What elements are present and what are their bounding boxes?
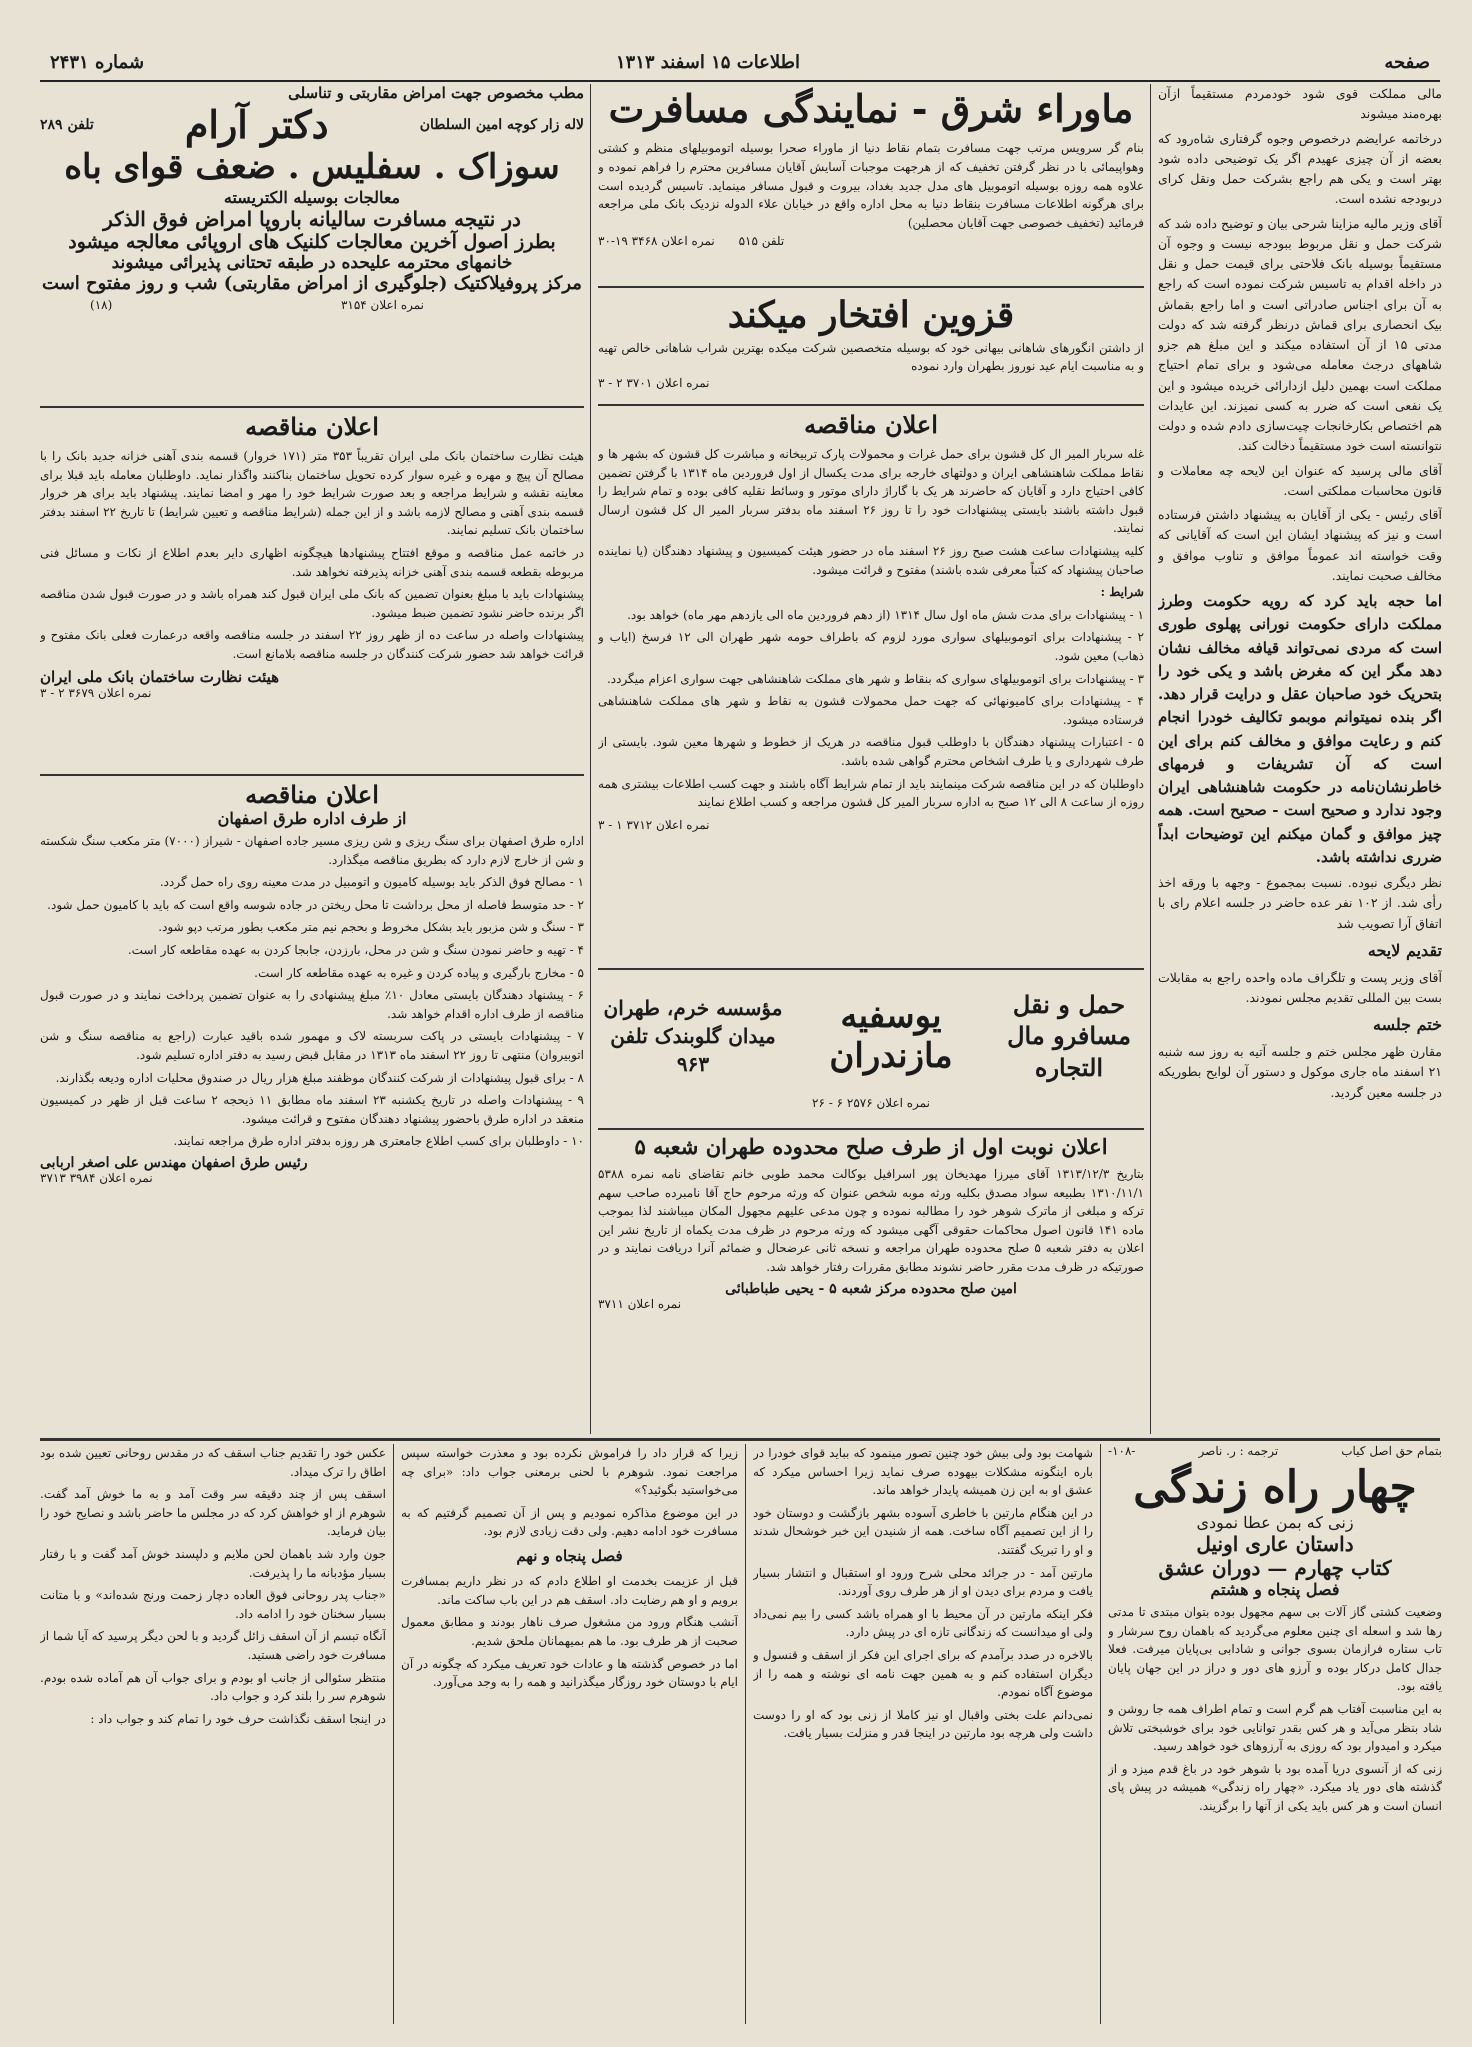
condition-item: ۴ - پیشنهادات برای کامیونهائی که جهت حمل محمولات قشون به نقاط و شهر های مملکت شاهنشاهی فرستاده میشود. xyxy=(598,694,1144,727)
movers-line-1: حمل و نقل مسافرو مال التجاره xyxy=(1007,990,1131,1082)
paragraph: آنگاه تبسم از آن اسقف زائل گردید و با لحن دیگر پرسید که آیا شما از مسافرت خود راضی هستید. xyxy=(40,1629,386,1662)
tender-title: اعلان مناقصه xyxy=(245,780,379,809)
section-heading: ختم جلسه xyxy=(1373,1015,1442,1035)
paragraph: آقای وزیر پست و تلگراف ماده واحده راجع به مقابلات بست بین المللی تقدیم مجلس نمودند. xyxy=(1158,969,1442,1005)
ad-ref: نمره اعلان ۲۵۷۶ ۶ - ۲۶ xyxy=(812,1096,930,1110)
ad-line: خانمهای محترمه علیحده در طبقه تحتانی پذیرائی میشوند xyxy=(111,252,513,273)
column-rule xyxy=(393,1444,394,2024)
column-rule xyxy=(590,84,591,1434)
ad-phone: تلفن ۵۱۵ xyxy=(738,234,785,249)
condition-item: ۵ - اعتبارات پیشنهاد دهندگان با داوطلب قبول مناقصه در هریک از خطوط و شهرها معین شود. بایستی از طرف شهرداری و یا طرف اشخاص محترم گواهی شده باشد. xyxy=(598,735,1144,768)
paragraph: مارتین آمد - در جرائد محلی شرح ورود او استقبال و انتشار بسیار یافت و مردم برای دیدن او از هر طرف روی آوردند. xyxy=(753,1565,1093,1599)
tender-signature: رئیس طرق اصفهان مهندس علی اصغر اربابی xyxy=(40,1154,308,1171)
serial-title: چهار راه زندگی xyxy=(1133,1462,1417,1513)
paragraph: داوطلبان که در این مناقصه شرکت مینمایند باید از تمام شرایط آگاه باشند و جهت کسب اطلاعات بیشتری همه روزه از ساعت ۸ الی ۱۲ صبح به اداره سربار المیر کل قشون مراجعه و کسب اطلاع نمایند xyxy=(598,776,1144,810)
ad-address: لاله زار کوچه امین السلطان xyxy=(419,116,584,133)
section-rule xyxy=(598,286,1144,288)
paragraph: به این مناسبت آفتاب هم گرم است و تمام اطراف همه جا روشن و شاد بنظر می‌آید و هر کس بقدر توانایی خود برای خوشبختی تلاش میکرد و امیدوار بود که روزی به آرزوهای خود خواهد رسید. xyxy=(1108,1701,1442,1754)
ad-title: ماوراء شرق - نمایندگی مسافرت xyxy=(608,86,1134,131)
emphasis-paragraph: اما حجه باید کرد که رویه حکومت وطرز مملکت دارای حکومت نورانی پهلوی طوری است که مردی نمی‌تواند قیافه مخالف نشان دهد مگر این که مغرض باشد و یکی خود را بتحریک خود صاحبان عقل و درایت قرار دهد. اگر بنده نمیتوانم موبمو تکالیف خودرا انجام کنم و رعایت موافق و مخالف کنم برای این است که آن تشریفات و فرمهای خاطرنشان‌نامه در حکومت شاهنشاهی ایران وجود ندارد و صحیح است - صحیح است. همه چیز موافق و گمان میکنم این توضیحات ابداً ضرری نداشته باشد. xyxy=(1158,592,1442,866)
paragraph: در خاتمه عمل مناقصه و موقع افتتاح پیشنهادها هیچگونه اظهاری دایر بعدم اطلاع از نکات و مسائل فنی مربوطه بقطعه قسمه بندی آهنی خزانه پذیرفته نخواهد شد. xyxy=(40,545,584,579)
section-rule xyxy=(598,968,1144,970)
section-rule xyxy=(598,404,1144,406)
notice-body: بتاریخ ۱۳۱۳/۱۲/۳ آقای میرزا مهدیخان پور اسرافیل بوکالت محمد طوبی خانم تقاضای نامه نمره ۵۳۸۸ ۱۳۱۰/۱۱/۱ بطبیعه سواد مصدق بکلیه ورثه موبه شخص عنوان که ورثه مرحوم حاج آقا نامبرده صاحب سهم ترکه و مبلغی از ماترک شوهر خود را مطالبه نموده و چون مدعی علیهم مجهول المکان میباشند لذا بموجب ماده ۱۴۱ قانون اصول محاکمات حقوقی آگهی میشود که ورثه مرحوم در ظرف مدت یکماه از تاریخ نشر این اعلان به دفتر شعبه ۵ صلح محدوده طهران مراجعه و نسخه ثانی عرضحال و ضمائم آنرا دریافت نمایند و در صورتیکه در ظرف مدت مقرر حاضر نشوند مطابق مقررات رفتار خواهد شد. xyxy=(598,1167,1144,1274)
page-label: صفحه xyxy=(1384,52,1430,73)
column-rule xyxy=(1100,1444,1101,2024)
notice-title: اعلان نوبت اول از طرف صلح محدوده طهران شعبه ۵ xyxy=(634,1134,1108,1159)
paragraph: غله سربار المیر ال کل قشون برای حمل غرات و محمولات پارک تربیخانه و مباشرت کل قشون که بشهر ها و نقاط مملکت شاهنشاهی ایران و دولتهای خارجه برای مدت یکسال از اول فروردین ماه ۱۳۱۴ با گرفتن تضمین کافی احتیاج دارد و آقایان که حاضرند هر یک با گاراژ دارای موتور و وسائط نقلیه کافی بوده و تمام شرایط را قبول داشته باشند بایستی پیشنهادات خود را تا روز ۲۶ اسفند ماه بدفتر سربار المیر ال کل قشون ارسال نمایند. xyxy=(598,447,1144,536)
road-tender xyxy=(40,780,584,1434)
section-rule xyxy=(598,1128,1144,1130)
paragraph: نظر دیگری نبوده. نسبت بمجموع - وجهه با ورقه اخذ رأی شد. از ۱۰۲ نفر عده حاضر در جلسه اعلام رای با اتفاق آرا تصویب شد xyxy=(1158,875,1442,931)
column-rule xyxy=(1150,84,1151,1434)
section-heading: فصل پنجاه و نهم xyxy=(516,1546,623,1565)
ad-body: از داشتن انگورهای شاهانی بیهانی خود که بوسیله متخصصین شرکت میکده بهترین شراب شاهانی خالص تهیه و به مناسبت ایام عید نوروز بطهران وارد نموده xyxy=(598,340,1144,374)
paragraph: شهامت بود ولی بیش خود چنین تصور مینمود که بباید قوای خودرا در باره اینگونه مشکلات بیهوده صرف نماید زیرا احساس میکرد که عشق او به این زن همیشه پایدار خواهد ماند. xyxy=(753,1446,1093,1498)
tender-item: ۴ - تهیه و حاضر نمودن سنگ و شن در محل، بارزدن، جابجا کردن به عهده مقاطعه کار است. xyxy=(127,942,584,957)
paragraph: زیرا که قرار داد را فراموش نکرده بود و معذرت خواسته سپس مراجعت نمود. شوهرم با لحنی برمعنی جواب داد: «برای چه می‌خواستید بگوئید؟» xyxy=(401,1446,738,1498)
tender-item: ۸ - برای قبول پیشنهادات از شرکت کنندگان موظفند مبلغ هزار ریال در صندوق محلیات اداره ودیعه بگذارند. xyxy=(55,1070,584,1085)
qazvin-ad xyxy=(598,292,1144,402)
tender-item: ۹ - پیشنهادات واصله در تاریخ یکشنبه ۲۳ اسفند ماه مطابق ۱۱ ذیحجه ۲ ساعت قبل از ظهر در کمیسیون منعقد در اداره طرق باحضور پیشنهاد دهندگان مفتوح و قرائت میشود. xyxy=(40,1093,584,1126)
paragraph: درخاتمه عرایضم درخصوص وجوه گرفتاری شاه‌رود که بعضه از آن چیزی عهیدم اگر یک توضیحی داده شود بهتر است و یکی هم راجع بشرکت حمل ونقل کرای دربودجه نشده است. xyxy=(1158,130,1442,207)
paragraph: فکر اینکه مارتین در آن محیط با او همراه باشد کسی را بیم نمی‌داد ولی او میدانست که زندگانی تازه ای در پیش دارد. xyxy=(753,1606,1093,1640)
movers-ad xyxy=(598,976,1144,1126)
ad-title: قزوین افتخار میکند xyxy=(727,294,1015,336)
serial-column xyxy=(753,1444,1093,2024)
paragraph: قبل از عزیمت بخدمت او اطلاع دادم که در نظر داریم بمسافرت برویم و او هم رضایت داد. اسقف هم در این باب ساکت ماند. xyxy=(401,1574,738,1607)
ad-ref: نمره اعلان ۳۷۰۱ ۲ - ۳ xyxy=(598,375,710,390)
paragraph: آنشب هنگام ورود من مشغول صرف ناهار بودند و مطابق معمول صحبت از هر طرف بود. ما هم بمیهمانان ملحق شدیم. xyxy=(401,1615,738,1648)
paragraph: وضعیت کشتی گاز آلات بی سهم مجهول بوده بتوان مبتدی تا مدتی رها شد و اسعله ای چنین معلوم می‌گردید که باهمان روح سرشار و تاب ستاره فرازمان بسوی جوانی و شادابی بی‌پایان میرفت. فعلا جدال کامل درکار بوده و آرزو های دور و دراز در این جهان پایان یافته بود. xyxy=(1108,1605,1442,1694)
paragraph: در این موضوع مذاکره نمودیم و پس از آن تصمیم گرفتیم که به مسافرت خود ادامه دهیم. ولی دقت زیادی لازم بود. xyxy=(401,1505,738,1539)
doctor-ad xyxy=(40,84,584,404)
conditions-heading: شرایط : xyxy=(1100,585,1144,600)
tender-title: اعلان مناقصه xyxy=(245,412,379,441)
issue-number: شماره ۲۴۳۱ xyxy=(50,52,145,73)
ad-ref: نمره اعلان ۳۷۱۲ ۱ - ۳ xyxy=(598,817,710,832)
tender-item: ۶ - پیشنهاد دهندگان بایستی معادل ۱۰٪ مبلغ پیشنهادی را به عنوان تضمین پرداخت نمایند و در صورت قبول مناقصه از طرف اداره اقدام خواهد شد. xyxy=(40,988,584,1021)
ad-phone: تلفن ۲۸۹ xyxy=(40,116,94,133)
paragraph: عکس خود را تقدیم جناب اسقف که در مقدس روحانی تعیین شده بود اطاق را ترک میداد. xyxy=(40,1446,386,1479)
notice-signature: امین صلح محدوده مرکز شعبه ۵ - یحیی طباطبائی xyxy=(725,1280,1017,1297)
paragraph: مالی مملکت قوی شود خودمردم مستقیماً ازآن بهره‌مند میشوند xyxy=(1158,86,1442,122)
tender-item: ۷ - پیشنهادات بایستی در پاکت سربسته لاک و مهمور شده باقید عبارت (راجع به مناقصه سنگ و شن اتوبیروان) منتهی تا روز ۲۲ اسفند ماه ۱۳۱۳ در مقابل قبض رسید به دفتر اداره تسلیم شود. xyxy=(40,1029,584,1062)
tender-item: ۱ - مصالح فوق الذکر باید بوسیله کامیون و اتومبیل در مدت معینه روی راه حمل گردد. xyxy=(159,875,584,890)
paragraph: اسقف پس از چند دقیقه سر وقت آمد و به ما خوش آمد گفت. شوهرم از او خواهش کرد که در مجلس ما حاضر باشد و نصایح خود را بیان فرماید. xyxy=(40,1487,386,1539)
paragraph: جون وارد شد باهمان لحن ملایم و دلپسند خوش آمد گفت و با رفتار بسیار مؤدبانه ما را پذیرفت. xyxy=(40,1546,386,1580)
serial-subtitle: زنی که بمن عطا نمودی xyxy=(1196,1513,1354,1532)
movers-line-2: یوسفیه مازندران xyxy=(829,996,953,1076)
paragraph: بالاخره در صدد برآمدم که برای اجرای این فکر از اسقف و قنسول و دیگران استفاده کنم و به همین جهت نامه ای نوشته و همه را از موضوع آگاه نمودم. xyxy=(753,1647,1093,1700)
paragraph: در اینجا اسقف نگذاشت حرف خود را تمام کند و جواب داد : xyxy=(90,1711,386,1726)
serial-top-rule xyxy=(40,1438,1440,1441)
parliament-report xyxy=(1158,84,1442,1434)
tender-subtitle: از طرف اداره طرق اصفهان xyxy=(217,809,407,828)
section-heading: تقدیم لایحه xyxy=(1367,940,1442,960)
tender-item: ۳ - سنگ و شن مزبور باید بشکل مخروط و بحجم نیم متر مکعب بطور مرتب دپو شود. xyxy=(158,920,584,935)
section-rule xyxy=(40,406,584,408)
bank-tender xyxy=(40,412,584,772)
diseases-line: سوزاک . سفلیس . ضعف قوای باه xyxy=(64,147,560,187)
paragraph: پیشنهادات باید با مبلغ بعنوان تضمین که بانک ملی ایران قبول کند همراه باشد و در صورت قبول شدن مناقصه اگر برنده حاضر نشود تضمین ضبط میشود. xyxy=(40,587,584,620)
paragraph: در این هنگام مارتین با خاطری آسوده بشهر بازگشت و دوستان خود را از این تصمیم آگاه ساخت. همه از شنیدن این خبر خوشحال شدند و او را تبریک گفتند. xyxy=(753,1505,1093,1557)
serial-number: -۱۰۸- xyxy=(1108,1444,1136,1458)
paragraph: کلیه پیشنهادات ساعت هشت صبح روز ۲۶ اسفند ماه در حضور هیئت کمیسیون و پیشنهاد دهندگان (یا نماینده صاحبان پیشنهاد که کتباً معرفی شده باشند) مفتوح و قرائت میشود. xyxy=(598,543,1144,577)
section-rule xyxy=(40,774,584,776)
serial-translator: ترجمه : ر. ناصر xyxy=(1198,1444,1279,1458)
ad-ref: نمره اعلان ۳۷۱۱ xyxy=(598,1296,682,1311)
tender-signature: هیئت نظارت ساختمان بانک ملی ایران xyxy=(40,667,280,686)
tender-title: اعلان مناقصه xyxy=(804,410,938,439)
ad-top-line: مطب مخصوص جهت امراض مقاربتی و تناسلی xyxy=(288,84,584,102)
condition-item: ۲ - پیشنهادات برای اتوموبیلهای سواری مورد لزوم که باطراف حومه شهر طهران الی ۱۲ فرسخ (ایاب و ذهاب) معین شود. xyxy=(598,630,1144,663)
serial-rights: بتمام حق اصل کیاب xyxy=(1341,1444,1442,1458)
ad-number: (۱۸) xyxy=(90,297,113,312)
paragraph: زنی که از آنسوی دریا آمده بود با شوهر خود در باغ قدم میزد و از گذشته های دور یاد میکرد. «چهار راه زندگی» همیشه در پیش پای انسان است و هر کس باید یکی از آنها را برگزیند. xyxy=(1108,1761,1442,1813)
ad-line: مرکز پروفیلاکتیک (جلوگیری از امراض مقاربتی) شب و روز مفتوح است xyxy=(42,272,582,294)
court-notice xyxy=(598,1134,1144,1434)
ad-line: معالجات بوسیله الکتریسته xyxy=(223,187,401,207)
paragraph: منتظر سئوالی از جانب او بودم و برای جواب آن هم آماده شده بودم. شوهرم سر را بلند کرد و جواب داد. xyxy=(40,1670,386,1704)
tender-item: ۵ - مخارج بارگیری و پیاده کردن و غیره به عهده مقاطعه کار است. xyxy=(254,965,584,980)
ad-body: بنام گر سرویس مرتب جهت مسافرت بتمام نقاط دنیا از ماوراء صحرا بوسیله اتوموبیلهای منظم و کشتی وهواپیمائی با در نظر گرفتن تخفیف که از هرجهت موجبات آسایش آقایان مسافرین محترم را فراهم نموده و علاوه همه روزه بوسیله اتوموبیل های مدل جدید بغداد، بیروت و قبول مسافر مینماید. تاسیس گردیده است برای هرگونه اطلاعات مسافرت بنقاط دنیا به محل اداره واقع در خیابان علاء الدوله نزدیک بانک ملی مراجعه فرمائید (تخفیف خصوصی جهت آقایان محصلین) xyxy=(598,141,1144,230)
paragraph: «جناب پدر روحانی فوق العاده دچار زحمت ورنج شده‌اند» و با متانت بسیار سخنان خود را ادامه داد. xyxy=(40,1588,386,1621)
army-tender xyxy=(598,410,1144,965)
paragraph: آقای رئیس - یکی از آقایان به پیشنهاد داشتن فرستاده است و نیز که پیشنهاد ایشان این است که آقایانی که وقت خواسته اند عموماً موافق و تناوب موافق و مخالف صحبت نمایند. xyxy=(1158,507,1442,583)
paragraph: پیشنهادات واصله در ساعت ده از ظهر روز ۲۲ اسفند در جلسه مناقصه واقعه درعمارت فعلی بانک مفتوح و قرائت خواهد شد حضور شرکت کنندگان در جلسه مناقصه بلامانع است. xyxy=(40,628,584,661)
date-line: اطلاعات ۱۵ اسفند ۱۳۱۳ xyxy=(615,52,800,73)
condition-item: ۳ - پیشنهادات برای اتوموبیلهای سواری که بنقاط و شهر های مملکت شاهنشاهی جهت سواری اعزام میگردد. xyxy=(606,671,1144,686)
paragraph: آقای وزیر مالیه مزاینا شرحی بیان و توضیح داده شد که شرکت حمل و نقل مربوط ببودجه نیست و وجوه آن مستقیماً بوسیله بانک فلاحتی برای قیمت حمل و نقل در داخله اقدام به تاسیس شرکت نموده است که راجع به آن برای اجناس صادراتی است و اما راجع بقماش بیک انحصاری برای قماش درنظر گرفته شد که دولت مدتی ۱۵ از آن استفاده میکند و این مبلغ هم جزو شاههای درجث معامله می‌شود و برای تمام احتیاج مملکت است بهمین دلیل ازدارائی خریده میشود و این یک نفعی است که ضرر به کسی نمیزند. این عایدات هم اختصاص بکارخانجات چیت‌سازی دادم شده و دولت نتوانسته است خود مستقیماً دخالت کند. xyxy=(1158,215,1442,454)
serial-head xyxy=(1108,1444,1442,2024)
paragraph: نمی‌دانم علت بختی واقبال او نیز کاملا از زنی بود که او را دوست داشت ولی هرچه بود مارتین در اینجا قدر و منزلت بسیار یافت. xyxy=(753,1707,1093,1741)
travel-ad xyxy=(598,84,1144,284)
ad-ref: نمره اعلان ۳۶۷۹ ۲ - ۳ xyxy=(40,685,152,700)
ad-line: بطرز اصول آخرین معالجات کلنیک های اروپائی معالجه میشود xyxy=(68,230,556,253)
serial-column xyxy=(40,1444,386,2024)
movers-line-3: مؤسسه خرم، طهران میدان گلوبندک تلفن ۹۶۳ xyxy=(603,996,783,1076)
ad-line: در نتیجه مسافرت سالیانه باروپا امراض فوق الذکر xyxy=(103,206,521,231)
serial-chapter: فصل پنجاه و هشتم xyxy=(1210,1580,1340,1599)
masthead xyxy=(40,44,1440,82)
ad-ref: نمره اعلان ۳۹۸۴ ۳۷۱۳ xyxy=(40,1170,153,1185)
paragraph: هیئت نظارت ساختمان بانک ملی ایران تقریباً ۳۵۳ متر (۱۷۱ خروار) قسمه بندی آهنی خزانه جدید بانک را با مصالح آن پیچ و مهره و غیره سوار کرده تحویل ساختمان بناکنند واگذار نماید. داوطلبان معامله باید قبلا برای معاینه نقشه و شرایط مراجعه و بعد صورت شرایط خود را مهر و امضا نمایند. پیشنهاد باید برای هر خروار قسمه بندی آهنی و مصالح لازمه باشد و از این جمله (شرایط مناقصه و تعیین شرایط) تا تاریخ ۲۲ اسفند بدفتر ساختمان بانک تسلیم نمایند. xyxy=(40,449,584,538)
serial-book: کتاب چهارم — دوران عشق xyxy=(1158,1556,1392,1580)
condition-item: ۱ - پیشنهادات برای مدت شش ماه اول سال ۱۳۱۴ (از دهم فروردین ماه الی یازدهم مهر ماه) خواهد بود. xyxy=(627,607,1144,622)
paragraph: اما در خصوص گذشته ها و عادات خود تعریف میکرد که چگونه در آن ایام با دوستان خود روزگار میگذرانید و همه را به وجد می‌آورد. xyxy=(401,1656,738,1690)
column-rule xyxy=(745,1444,746,2024)
paragraph: اداره طرق اصفهان برای سنگ ریزی و شن ریزی مسیر جاده اصفهان - شیراز (۷۰۰۰) متر مکعب سنگ شکسته و شن از خارج لازم دارد که بطریق مناقصه میگذارد. xyxy=(40,834,584,867)
paragraph: آقای مالی پرسید که عنوان این لایحه چه معاملات و قانون محاسبات مملکتی است. xyxy=(1158,462,1442,498)
tender-item: ۱۰ - داوطلبان برای کسب اطلاع جامعتری هر روزه بدفتر اداره طرق مراجعه نمایند. xyxy=(173,1134,584,1149)
serial-subtitle: داستان عاری اونیل xyxy=(1196,1532,1354,1556)
ad-ref: نمره اعلان ۳۴۶۸ ۱۹-۳۰ xyxy=(598,234,715,249)
serial-column xyxy=(401,1444,738,2024)
doctor-name: دکتر آرام xyxy=(184,102,329,147)
tender-item: ۲ - حد متوسط فاصله از محل برداشت تا محل ریختن در جاده شوسه واقع است که باید با کامیون حمل شود. xyxy=(47,897,584,912)
paragraph: مقارن ظهر مجلس ختم و جلسه آتیه به روز سه شنبه ۲۱ اسفند ماه جاری موکول و دستور آن لوایح بطوریکه در جلسه معین گردید. xyxy=(1158,1044,1442,1100)
ad-ref: نمره اعلان ۳۱۵۴ xyxy=(340,297,424,312)
